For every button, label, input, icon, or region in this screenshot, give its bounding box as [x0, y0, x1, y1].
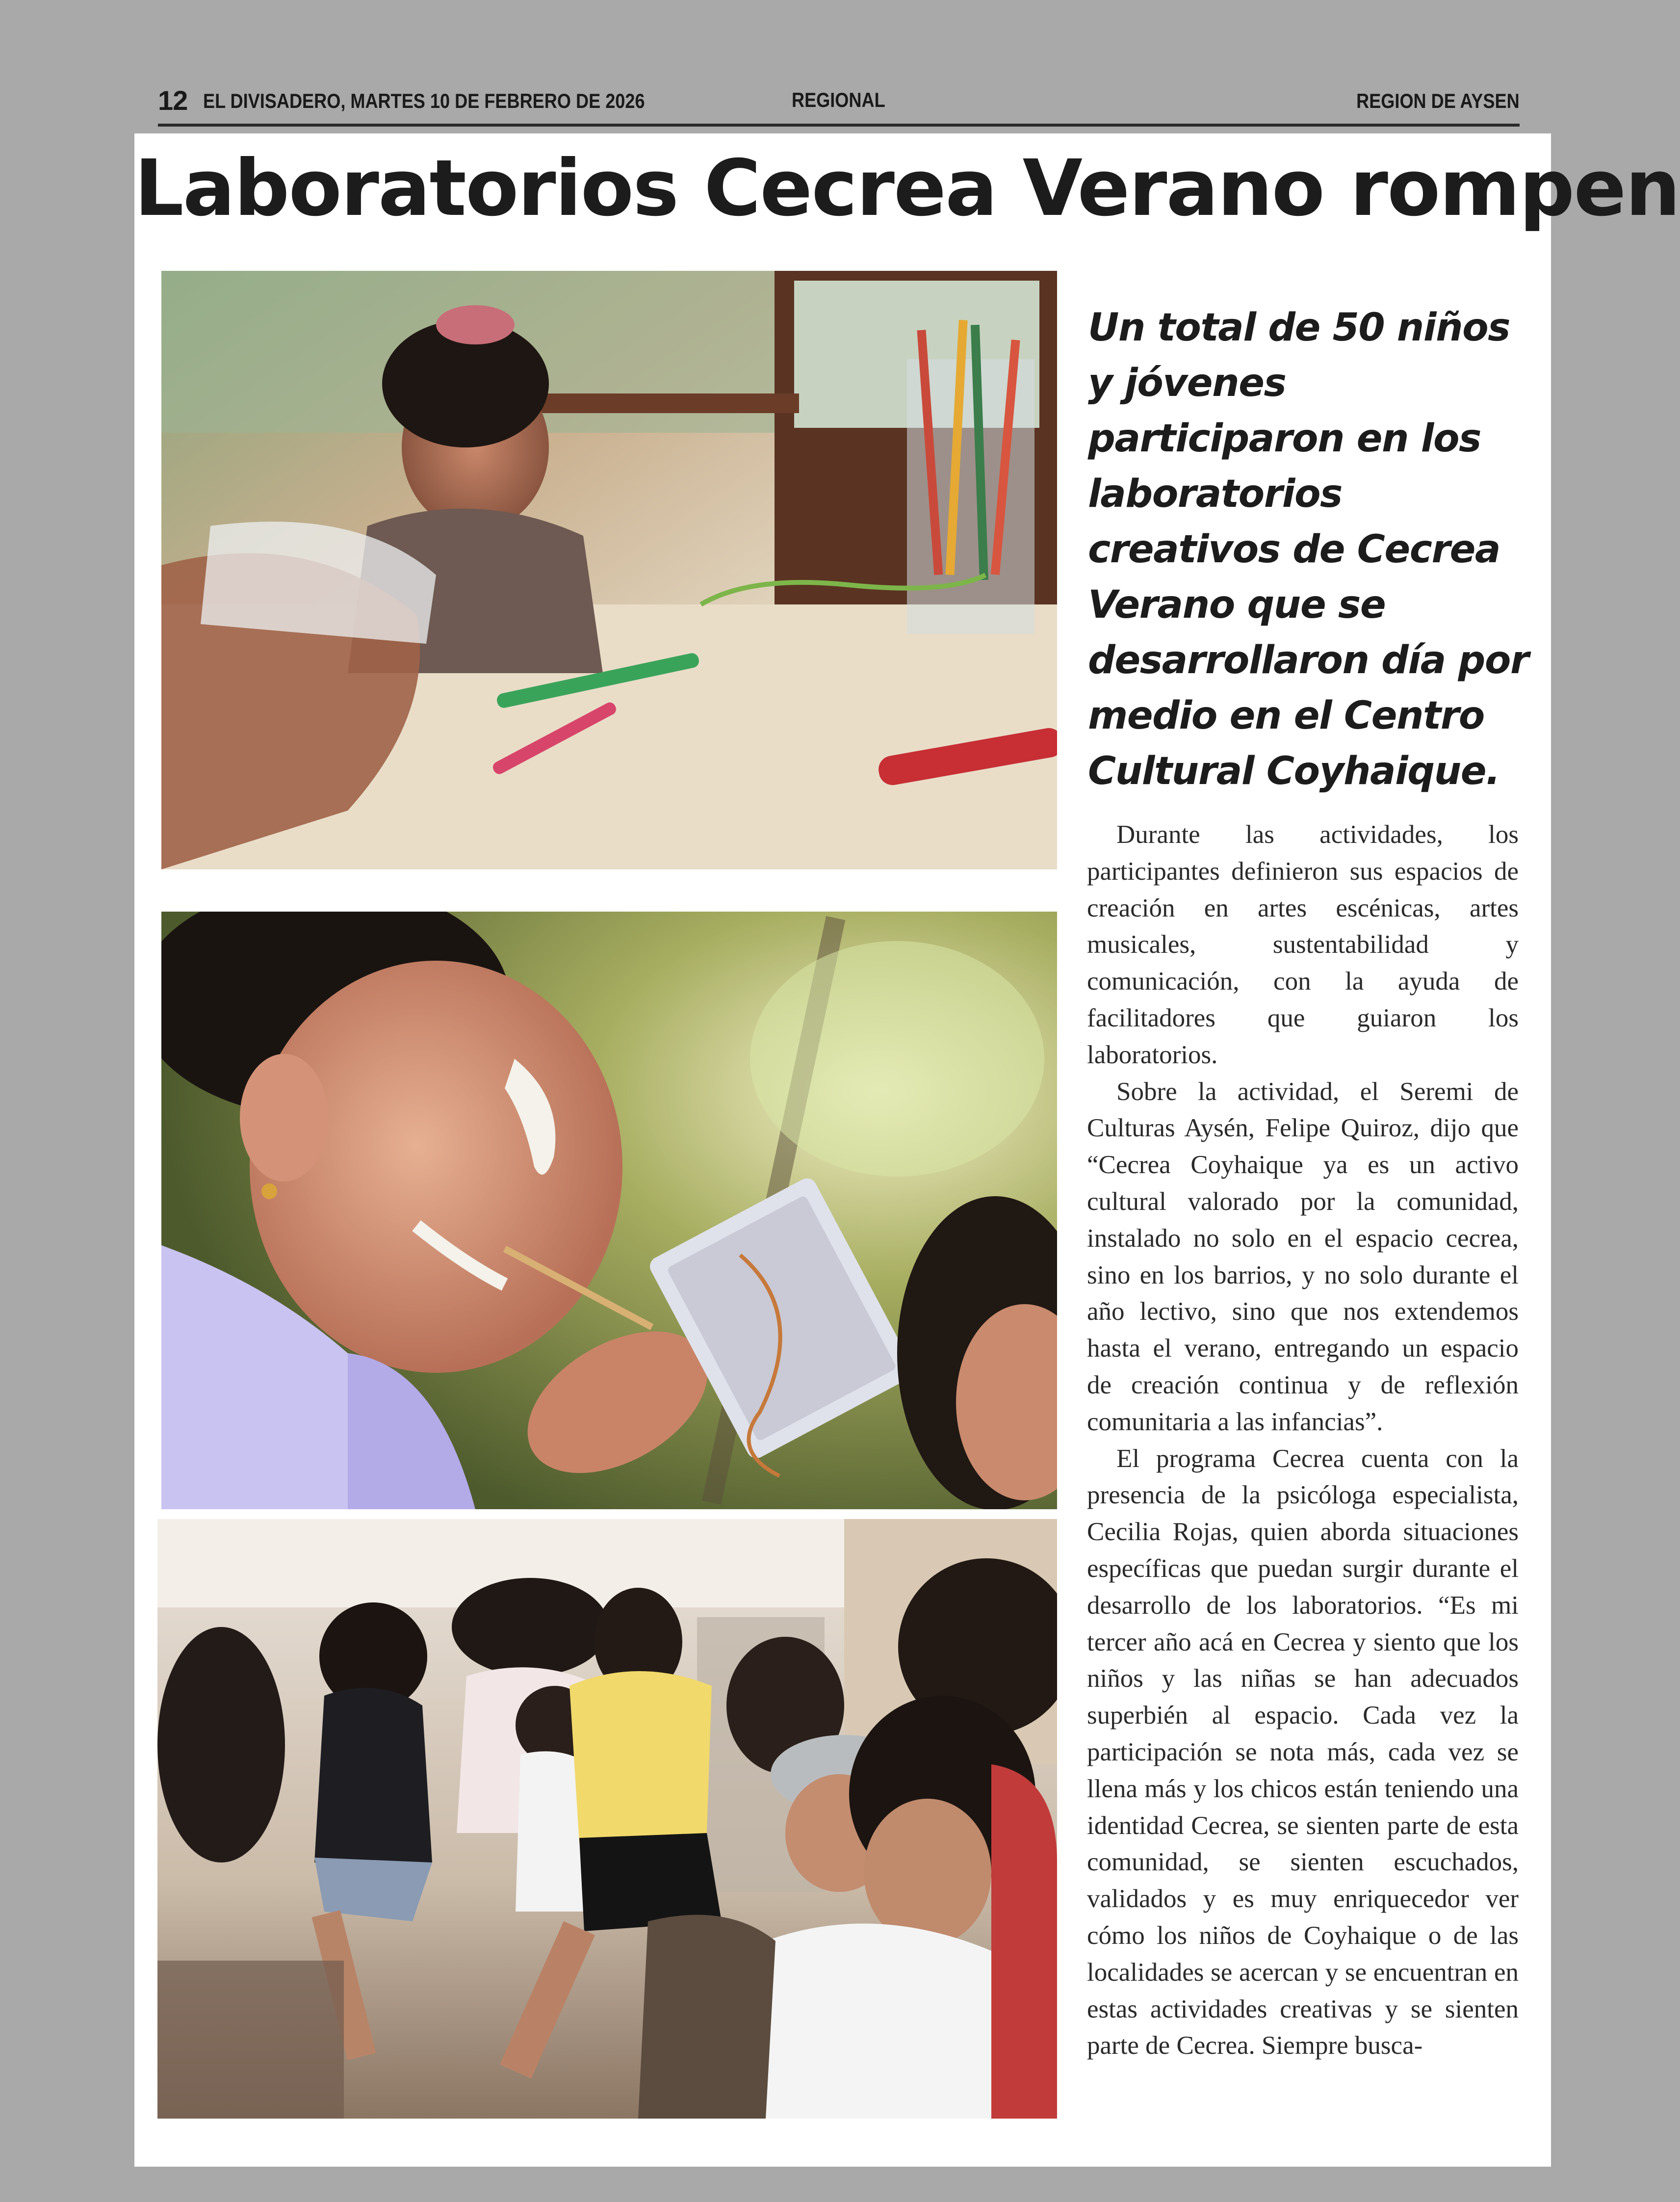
article-deck: Un total de 50 niños y jóvenes participaron en los laboratorios creativos de Cecrea Verano que se desarrollaron día por medio en el Centro Cultural Coyhaique.	[1088, 306, 1528, 793]
region-label: REGION DE AYSEN	[1356, 89, 1520, 112]
article-headline: Laboratorios Cecrea Verano rompen	[134, 143, 1680, 234]
body-paragraph: El programa Cecrea cuenta con la presencia de la psicóloga especialista, Cecilia Rojas, quien aborda situaciones específicas que puedan surgir durante el desarrollo de los laboratorios. “Es mi tercer año acá en Cecrea y siento que los niños y las niñas se han adecuados superbién al espacio. Cada vez la participación se nota más, cada vez se llena más y los chicos están teniendo una identidad Cecrea, se sienten parte de esta comunidad, se sienten escuchados, validados y es muy enriquecedor ver cómo los niños de Coyhaique o de las localidades se acercan y se encuentran en estas actividades creativas y se sienten parte de Cecrea. Siempre busca-	[1087, 1444, 1519, 2060]
photo-face-painting-image	[161, 912, 1057, 1509]
article-body	[1087, 816, 1519, 2064]
page-number: 12	[158, 85, 188, 116]
section-label: REGIONAL	[792, 88, 885, 111]
photo-girl-drawing	[161, 271, 1057, 869]
photo-girl-drawing-image	[161, 271, 1057, 869]
body-paragraph: Sobre la actividad, el Seremi de Culturas Aysén, Felipe Quiroz, dijo que “Cecrea Coyhaique ya es un activo cultural valorado por la comunidad, instalado no solo en el espacio cecrea, sino en los barrios, y no solo durante el año lectivo, sino que nos extendemos hasta el verano, entregando un espacio de creación continua y de reflexión comunitaria a las infancias”.	[1087, 1077, 1519, 1436]
newspaper-page	[134, 133, 1680, 2167]
body-paragraph: Durante las actividades, los participantes definieron sus espacios de creación en artes escénicas, artes musicales, sustentabilidad y comunicación, con la ayuda de facilitadores que guiaron los laboratorios.	[1087, 820, 1519, 1069]
photo-children-dancing-image	[157, 1519, 1057, 2119]
page-header	[158, 82, 1520, 127]
photo-children-dancing	[157, 1519, 1057, 2119]
photo-face-painting	[161, 912, 1057, 1509]
newspaper-dateline: EL DIVISADERO, MARTES 10 DE FEBRERO DE 2026	[203, 89, 645, 112]
